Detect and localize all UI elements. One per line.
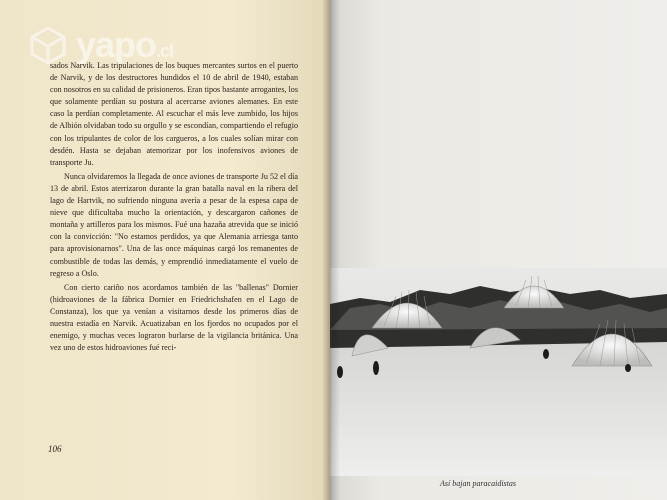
left-page: [0, 0, 330, 500]
book-gutter: [322, 0, 340, 500]
yapo-cube-logo-icon: [28, 25, 68, 65]
paragraph-3: Con cierto cariño nos acordamos también de las "ballenas" Dornier (hidroaviones de la fábrica Dornier en Friedrichshafen en el Lago de Constanza), los que ya venían a visitarnos desde los primeros días de nuestra estadía en Narvik. Acuatizaban en los fjordos no ocupados por el enemigo, y muchas veces lograron burlarse de la vigilancia británica. Una vez uno de estos hidroaviones fué reci-: [50, 282, 298, 353]
paragraph-2: Nunca olvidaremos la llegada de once aviones de transporte Ju 52 el día 13 de abril. Estos aterrizaron durante la gran batalla naval en la ribera del lago de Hartvik, no sufriendo ninguna avería a pesar de la espesa capa de nieve que dificultaba mucho la orientación, y descargaron cañones de montaña y artilleros para los mismos. Fué una hazaña atrevida que se inició con la convicción: "No estamos perdidos, ya que Alemania arriesga tanto para aprovisionarnos". Una de las once máquinas cargó los remanentes de combustible de todas las demás, y emprendió inmediatamente el vuelo de regreso a Oslo.: [50, 171, 298, 278]
photo-caption: Así bajan paracaidistas: [440, 479, 517, 488]
photo-illustration: [330, 268, 667, 476]
paragraph-1: sados Narvik. Las tripulaciones de los buques mercantes surtos en el puerto de Narvik, y de los destructores hundidos el 10 de abril de 1940, estaban con nosotros en su calidad de prisioneros. Eran tipos bastante arrogantes, los que solamente perdían su postura al acercarse aviones alemanes. En este caso la perdían completamente. Al escuchar el más leve zumbido, los hijos de Albión olvidaban todo su orgullo y se escondían, compartiendo el refugio con los tripulantes de color de los cargueros, a los cuales solían mirar con desdén. Hasta se dejaban atemorizar por los inofensivos aviones de transporte Ju.: [50, 61, 298, 167]
page-number: 106: [48, 444, 62, 454]
watermark-text: yapo.cl: [76, 24, 174, 65]
paratroopers-photo: [330, 268, 667, 476]
body-text: [50, 60, 298, 354]
